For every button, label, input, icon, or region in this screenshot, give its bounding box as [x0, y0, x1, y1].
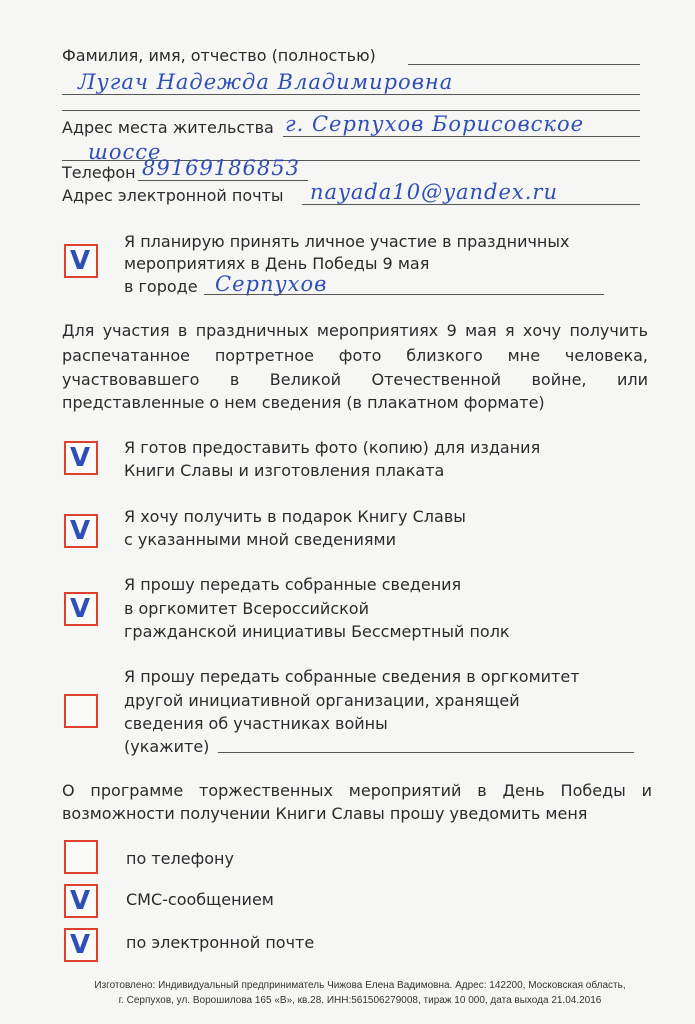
email-line — [302, 204, 640, 205]
address-line — [283, 136, 640, 137]
notify-email-checkbox[interactable] — [64, 928, 98, 962]
notify-line-2: возможности получении Книги Славы прошу уведомить меня — [62, 804, 588, 823]
polk-line-3: гражданской инициативы Бессмертный полк — [124, 622, 510, 641]
polk-checkbox[interactable] — [64, 592, 98, 626]
intro-line-2: распечатанное портретное фото близкого мне человека, — [62, 346, 648, 365]
intro-line-1: Для участия в праздничных мероприятиях 9 мая я хочу получить — [62, 321, 648, 340]
polk-line-2: в оргкомитет Всероссийской — [124, 599, 369, 618]
book-line-1: Я хочу получить в подарок Книгу Славы — [124, 507, 466, 526]
photo-line-1: Я готов предоставить фото (копию) для издания — [124, 438, 541, 457]
check-icon: V — [70, 886, 91, 916]
phone-label: Телефон — [62, 163, 136, 182]
participation-checkbox[interactable] — [64, 244, 98, 278]
other-specify-line[interactable] — [218, 752, 634, 753]
notify-phone-label: по телефону — [126, 849, 234, 868]
intro-line-3: участвовавшего в Великой Отечественной войне, или — [62, 370, 648, 389]
other-org-checkbox[interactable] — [64, 694, 98, 728]
footer-line-1: Изготовлено: Индивидуальный предприниматель Чижова Елена Вадимовна. Адрес: 142200, Московская область, — [94, 980, 626, 991]
city-value[interactable]: Серпухов — [215, 272, 328, 296]
photo-line-2: Книги Славы и изготовления плаката — [124, 461, 445, 480]
phone-line — [138, 180, 308, 181]
email-label: Адрес электронной почты — [62, 186, 284, 205]
photo-checkbox[interactable] — [64, 441, 98, 475]
notify-phone-checkbox[interactable] — [64, 840, 98, 874]
phone-value[interactable]: 89169186853 — [142, 156, 300, 180]
notify-email-label: по электронной почте — [126, 933, 315, 952]
name-line-2 — [62, 94, 640, 95]
address-label: Адрес места жительства — [62, 118, 274, 137]
name-line — [408, 64, 640, 65]
notify-sms-label: СМС-сообщением — [126, 890, 274, 909]
intro-line-4: представленные о нем сведения (в плакатном формате) — [62, 393, 545, 412]
city-line — [204, 294, 604, 295]
check-icon: V — [70, 246, 91, 276]
book-checkbox[interactable] — [64, 514, 98, 548]
other-line-4: (укажите) — [124, 737, 210, 756]
address-value-1[interactable]: г. Серпухов Борисовское — [285, 112, 585, 136]
footer-line-2: г. Серпухов, ул. Ворошилова 165 «В», кв.28. ИНН:561506279008, тираж 10 000, дата выхода 21.04.2016 — [118, 995, 602, 1006]
notify-sms-checkbox[interactable] — [64, 884, 98, 918]
book-line-2: с указанными мной сведениями — [124, 530, 396, 549]
name-label: Фамилия, имя, отчество (полностью) — [62, 46, 376, 65]
city-label: в городе — [124, 277, 198, 296]
participation-line-1: Я планирую принять личное участие в праздничных — [124, 232, 570, 251]
check-icon: V — [70, 930, 91, 960]
check-icon: V — [70, 594, 91, 624]
check-icon: V — [70, 443, 91, 473]
check-icon: V — [70, 516, 91, 546]
name-line-3 — [62, 110, 640, 111]
other-line-2: другой инициативной организации, хранящей — [124, 691, 520, 710]
other-line-1: Я прошу передать собранные сведения в оргкомитет — [124, 667, 580, 686]
address-value-2[interactable]: шоссе — [88, 140, 162, 164]
notify-line-1: О программе торжественных мероприятий в День Победы и — [62, 781, 652, 800]
email-value[interactable]: nayada10@yandex.ru — [310, 180, 558, 204]
other-line-3: сведения об участниках войны — [124, 714, 388, 733]
participation-line-2: мероприятиях в День Победы 9 мая — [124, 254, 430, 273]
name-value[interactable]: Лугач Надежда Владимировна — [78, 70, 454, 94]
polk-line-1: Я прошу передать собранные сведения — [124, 575, 462, 594]
